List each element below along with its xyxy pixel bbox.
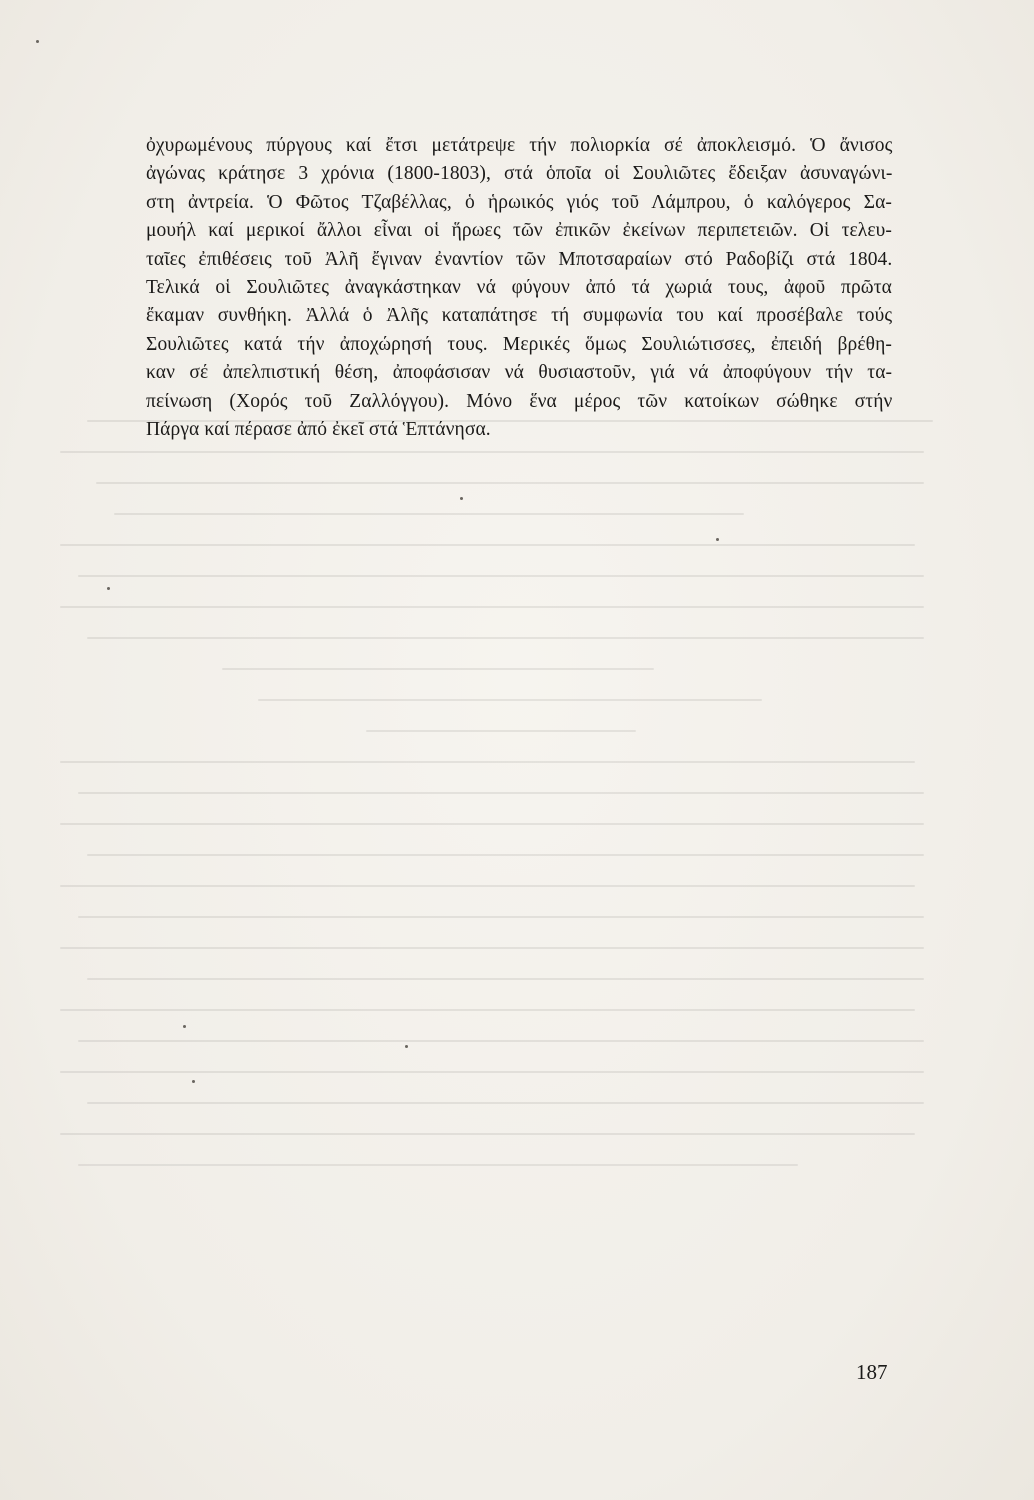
paper-speck bbox=[107, 587, 110, 590]
page-number: 187 bbox=[856, 1360, 888, 1384]
reverse-side-bleed-through bbox=[60, 420, 960, 1320]
text-line: Σουλιῶτες κατά τήν ἀποχώρησή τους. Μερικές ὅμως Σουλιώτισσες, ἐπειδή βρέθη- bbox=[146, 333, 892, 355]
text-line: Τελικά οἱ Σουλιῶτες ἀναγκάστηκαν νά φύγουν ἀπό τά χωριά τους, ἀφοῦ πρῶτα bbox=[146, 277, 892, 299]
text-line: καν σέ ἀπελπιστική θέση, ἀποφάσισαν νά θυσιαστοῦν, γιά νά ἀποφύγουν τήν τα- bbox=[146, 362, 893, 384]
paper-speck bbox=[183, 1025, 186, 1028]
paper-speck bbox=[192, 1080, 195, 1083]
text-line: στη ἀντρεία. Ὁ Φῶτος Τζαβέλλας, ὁ ἡρωικός γιός τοῦ Λάμπρου, ὁ καλόγερος Σα- bbox=[146, 191, 892, 213]
text-line: μουήλ καί μερικοί ἄλλοι εἶναι οἱ ἥρωες τῶν ἐπικῶν ἐκείνων περιπετειῶν. Οἱ τελευ- bbox=[146, 220, 892, 242]
text-line: Πάργα καί πέρασε ἀπό ἐκεῖ στά Ἑπτάνησα. bbox=[146, 419, 491, 441]
text-line: ταῖες ἐπιθέσεις τοῦ Ἀλῆ ἔγιναν ἐναντίον τῶν Μποτσαραίων στό Ραδοβίζι στά 1804. bbox=[146, 248, 893, 270]
body-paragraph bbox=[146, 132, 892, 444]
text-line: ὀχυρωμένους πύργους καί ἔτσι μετάτρεψε τήν πολιορκία σέ ἀποκλεισμό. Ὁ ἄνισος bbox=[146, 135, 893, 156]
text-line: ἀγώνας κράτησε 3 χρόνια (1800-1803), στά ὁποῖα οἱ Σουλιῶτες ἔδειξαν ἀσυναγώνι- bbox=[146, 163, 893, 185]
paper-speck bbox=[716, 538, 719, 541]
text-line: ἔκαμαν συνθήκη. Ἀλλά ὁ Ἀλῆς καταπάτησε τή συμφωνία του καί προσέβαλε τούς bbox=[146, 305, 893, 327]
paper-speck bbox=[36, 40, 39, 43]
text-line: πείνωση (Χορός τοῦ Ζαλλόγγου). Μόνο ἕνα μέρος τῶν κατοίκων σώθηκε στήν bbox=[146, 390, 893, 412]
paper-speck bbox=[405, 1045, 408, 1048]
paper-speck bbox=[460, 497, 463, 500]
